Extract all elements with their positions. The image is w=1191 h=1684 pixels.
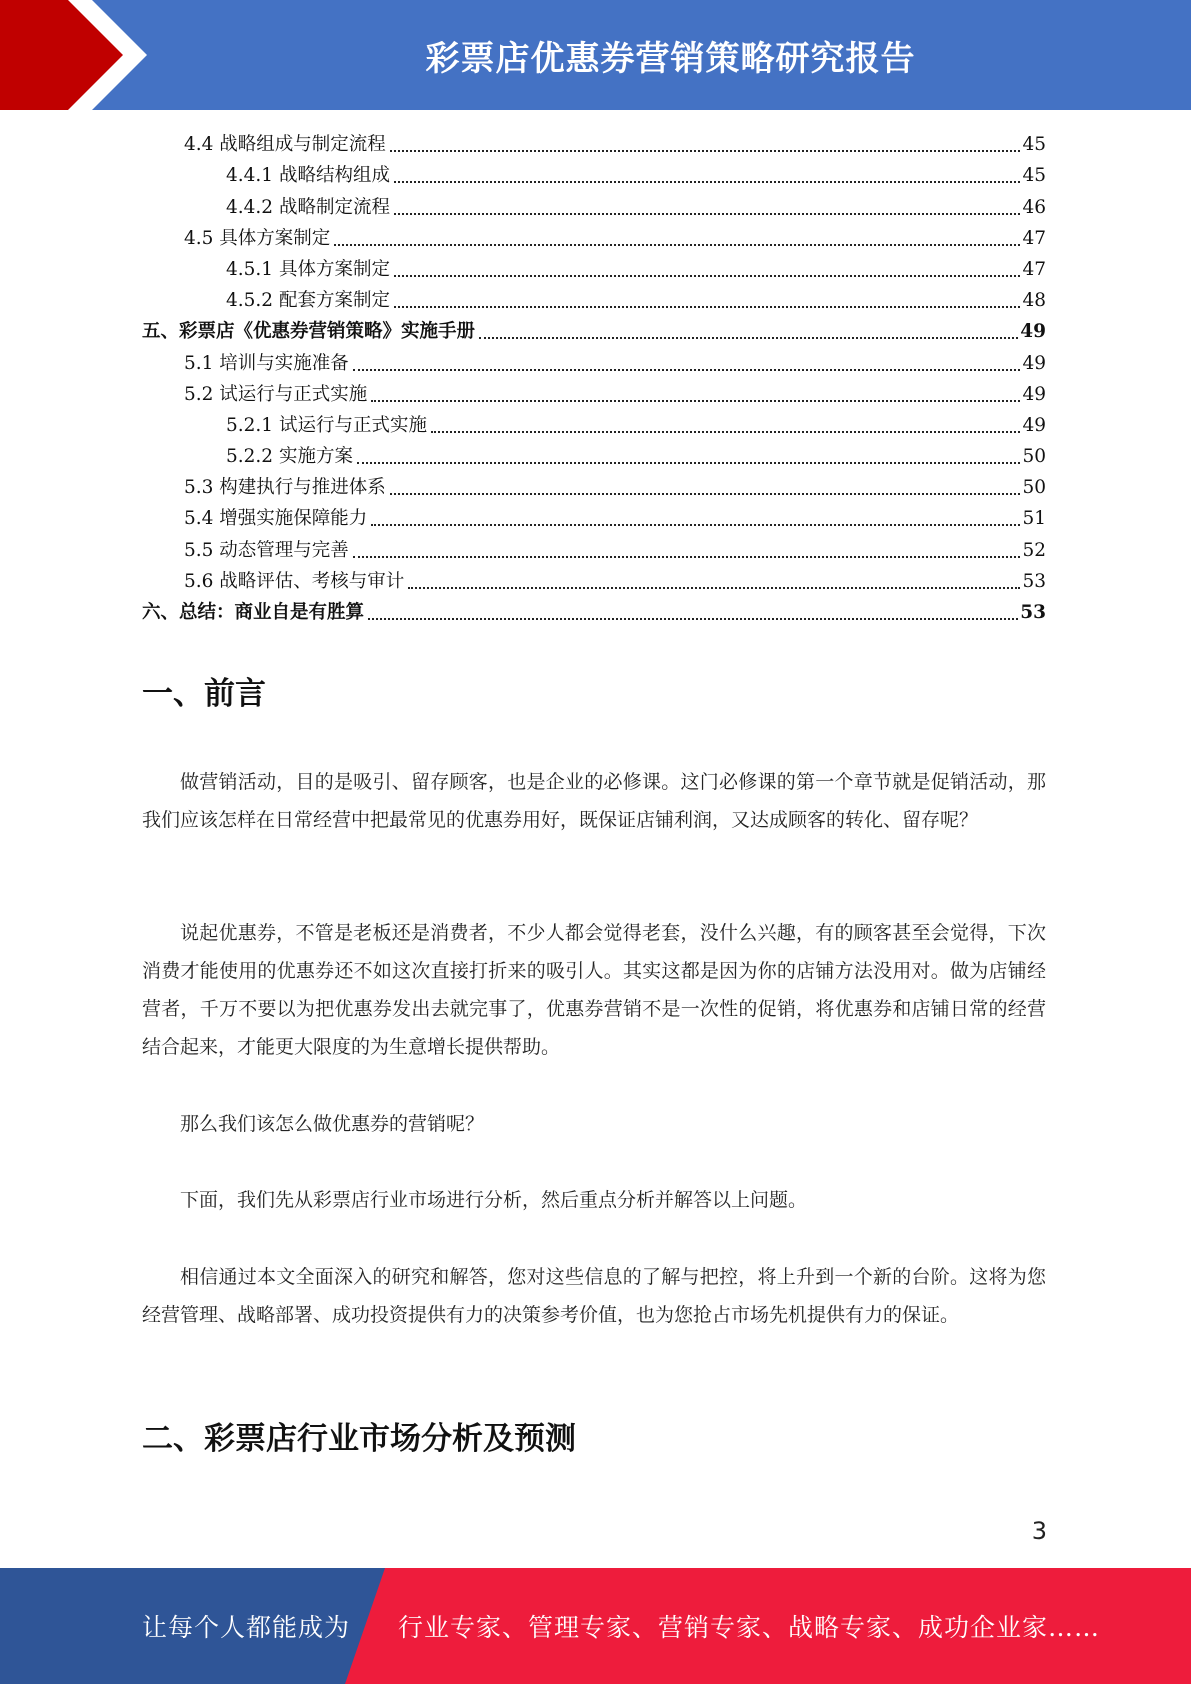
- table-of-contents: [142, 126, 1046, 625]
- toc-entry-page: 47: [1022, 258, 1046, 280]
- toc-leader-dots: [334, 243, 1020, 246]
- page-number: 3: [1031, 1517, 1047, 1545]
- toc-entry-page: 45: [1022, 165, 1046, 187]
- toc-entry-page: 48: [1022, 290, 1046, 312]
- toc-entry-page: 49: [1022, 352, 1046, 374]
- toc-leader-dots: [357, 461, 1021, 464]
- toc-entry-page: 46: [1022, 196, 1046, 218]
- toc-chapter-entry[interactable]: [142, 594, 1046, 625]
- toc-entry[interactable]: [142, 344, 1046, 375]
- toc-entry-label: 4.5.1 具体方案制定: [226, 258, 390, 280]
- toc-leader-dots: [390, 149, 1021, 152]
- section-heading-market-analysis: 二、彩票店行业市场分析及预测: [142, 1421, 576, 1457]
- toc-entry[interactable]: [142, 563, 1046, 594]
- section-heading-preface: 一、前言: [142, 676, 266, 712]
- toc-leader-dots: [479, 336, 1018, 339]
- toc-entry-label: 5.6 战略评估、考核与审计: [184, 570, 405, 592]
- footer-slogan-right: 行业专家、管理专家、营销专家、战略专家、成功企业家……: [398, 1613, 1101, 1642]
- toc-entry-page: 53: [1022, 570, 1046, 592]
- toc-entry[interactable]: [142, 126, 1046, 157]
- footer-slogan-left: 让每个人都能成为: [142, 1613, 351, 1642]
- toc-entry-label: 4.4.2 战略制定流程: [226, 196, 390, 218]
- toc-entry[interactable]: [142, 376, 1046, 407]
- document-title: 彩票店优惠券营销策略研究报告: [425, 38, 916, 79]
- toc-entry[interactable]: [142, 438, 1046, 469]
- toc-entry[interactable]: [142, 407, 1046, 438]
- toc-entry-label: 六、总结：商业自是有胜算: [142, 602, 365, 623]
- toc-entry[interactable]: [142, 220, 1046, 251]
- body-paragraph: 说起优惠券，不管是老板还是消费者，不少人都会觉得老套，没什么兴趣，有的顾客甚至会觉得，下次消费才能使用的优惠券还不如这次直接打折来的吸引人。其实这都是因为你的店铺方法没用对。做为店铺经营者，千万不要以为把优惠券发出去就完事了，优惠券营销不是一次性的促销，将优惠券和店铺日常的经营结合起来，才能更大限度的为生意增长提供帮助。: [142, 922, 1046, 1058]
- toc-entry[interactable]: [142, 282, 1046, 313]
- toc-entry-page: 49: [1022, 414, 1046, 436]
- toc-entry[interactable]: [142, 188, 1046, 219]
- toc-entry-label: 5.2.2 实施方案: [226, 446, 353, 468]
- toc-entry-page: 49: [1020, 321, 1046, 343]
- toc-entry[interactable]: [142, 531, 1046, 562]
- toc-entry-label: 5.5 动态管理与完善: [184, 539, 349, 561]
- toc-entry-label: 5.1 培训与实施准备: [184, 352, 349, 374]
- toc-entry-page: 52: [1022, 539, 1046, 561]
- body-paragraph: 相信通过本文全面深入的研究和解答，您对这些信息的了解与把控，将上升到一个新的台阶。这将为您经营管理、战略部署、成功投资提供有力的决策参考价值，也为您抢占市场先机提供有力的保证。: [142, 1266, 1046, 1326]
- toc-leader-dots: [408, 586, 1020, 589]
- toc-entry-page: 53: [1020, 602, 1046, 623]
- body-paragraph: 做营销活动，目的是吸引、留存顾客，也是企业的必修课。这门必修课的第一个章节就是促销活动，那我们应该怎样在日常经营中把最常见的优惠券用好，既保证店铺利润，又达成顾客的转化、留存呢？: [142, 771, 1046, 831]
- toc-leader-dots: [371, 399, 1020, 402]
- toc-leader-dots: [353, 555, 1021, 558]
- toc-entry-label: 5.4 增强实施保障能力: [184, 508, 368, 530]
- toc-leader-dots: [431, 430, 1020, 433]
- toc-entry-label: 5.3 构建执行与推进体系: [184, 477, 386, 499]
- toc-leader-dots: [394, 274, 1020, 277]
- toc-leader-dots: [371, 523, 1020, 526]
- toc-entry-page: 50: [1022, 477, 1046, 499]
- toc-entry-page: 49: [1022, 383, 1046, 405]
- toc-leader-dots: [394, 305, 1020, 308]
- footer-banner: [0, 1568, 1191, 1684]
- header-banner: [0, 0, 1191, 110]
- toc-entry[interactable]: [142, 469, 1046, 500]
- toc-leader-dots: [390, 492, 1021, 495]
- toc-leader-dots: [394, 180, 1020, 183]
- toc-entry-label: 4.4.1 战略结构组成: [226, 165, 390, 187]
- toc-entry-page: 51: [1022, 508, 1046, 530]
- toc-entry[interactable]: [142, 500, 1046, 531]
- toc-entry-label: 4.4 战略组成与制定流程: [184, 134, 386, 156]
- toc-entry[interactable]: [142, 157, 1046, 188]
- toc-entry-page: 50: [1022, 446, 1046, 468]
- toc-entry-label: 4.5.2 配套方案制定: [226, 290, 390, 312]
- header-chevron-decoration: [0, 0, 150, 110]
- toc-leader-dots: [394, 212, 1020, 215]
- toc-leader-dots: [368, 617, 1018, 620]
- toc-entry-label: 5.2.1 试运行与正式实施: [226, 414, 427, 436]
- body-paragraph: 下面，我们先从彩票店行业市场进行分析，然后重点分析并解答以上问题。: [180, 1189, 808, 1211]
- toc-entry-label: 4.5 具体方案制定: [184, 227, 331, 249]
- toc-entry-label: 五、彩票店《优惠券营销策略》实施手册: [142, 321, 476, 343]
- body-paragraph: 那么我们该怎么做优惠券的营销呢？: [180, 1113, 485, 1135]
- toc-entry-page: 47: [1022, 227, 1046, 249]
- toc-entry[interactable]: [142, 251, 1046, 282]
- toc-leader-dots: [353, 368, 1021, 371]
- toc-entry-page: 45: [1022, 134, 1046, 156]
- toc-chapter-entry[interactable]: [142, 313, 1046, 344]
- toc-entry-label: 5.2 试运行与正式实施: [184, 383, 368, 405]
